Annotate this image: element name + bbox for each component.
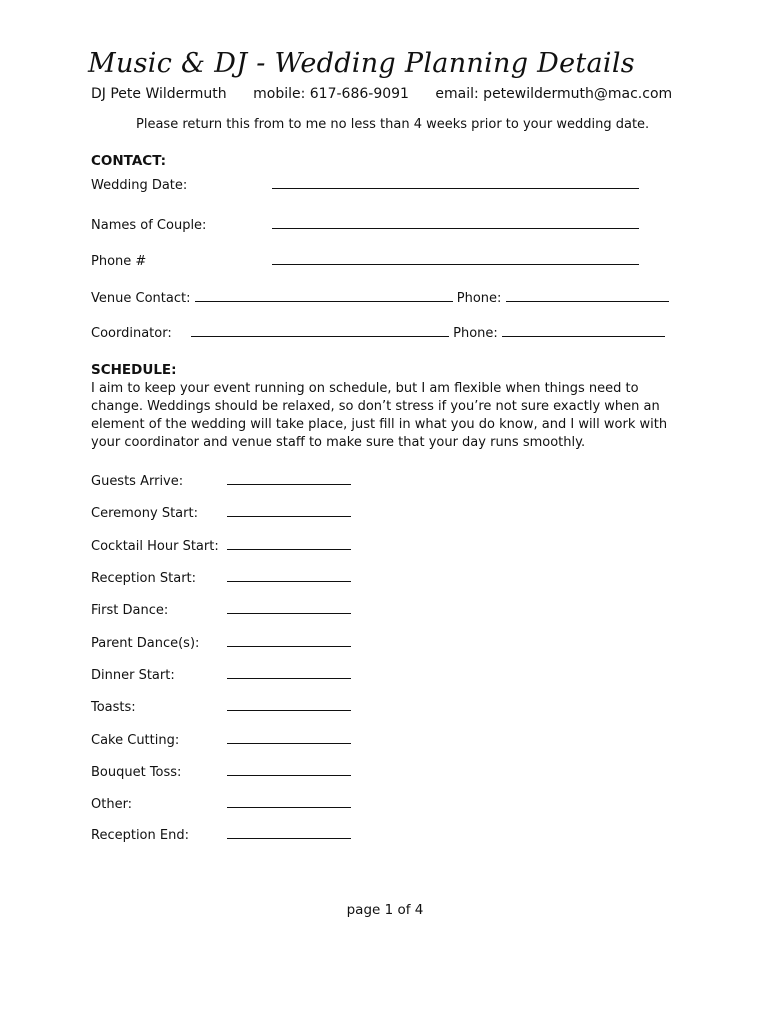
page-number: page 1 of 4 (346, 902, 424, 918)
contact-heading: CONTACT: (91, 153, 167, 169)
return-notice: Please return this from to me no less than 4 weeks prior to your wedding date. (136, 117, 650, 132)
phone-field[interactable] (272, 252, 639, 265)
schedule-item-label: Reception End: (91, 828, 189, 843)
coordinator-phone-field[interactable] (502, 324, 665, 337)
schedule-row (91, 472, 351, 489)
schedule-item-label: Dinner Start: (91, 668, 175, 683)
schedule-paragraph: I aim to keep your event running on schedule, but I am flexible when things need to change. Weddings should be relaxed, so don’t stress if you’re not sure exactly when an element of the wedding will take place, just fill in what you do know, and I will work with your coordinator and venue staff to make sure that your day runs smoothly. (91, 381, 668, 450)
schedule-time-field[interactable] (227, 504, 351, 517)
email-address: email: petewildermuth@mac.com (435, 86, 673, 102)
schedule-time-field[interactable] (227, 666, 351, 679)
schedule-row (91, 569, 351, 586)
schedule-item-label: Reception Start: (91, 571, 197, 586)
dj-name: DJ Pete Wildermuth (91, 86, 227, 102)
schedule-heading: SCHEDULE: (91, 362, 177, 378)
venue-contact-row (91, 289, 669, 306)
phone-label: Phone # (91, 254, 147, 269)
wedding-date-row (91, 176, 639, 193)
schedule-time-field[interactable] (227, 537, 351, 550)
schedule-row (91, 601, 351, 618)
schedule-item-label: Toasts: (91, 700, 136, 715)
schedule-item-label: Parent Dance(s): (91, 636, 200, 651)
contact-header (91, 86, 694, 102)
schedule-item-label: Cocktail Hour Start: (91, 539, 219, 554)
coordinator-phone-label: Phone: (453, 326, 498, 341)
schedule-row (91, 537, 351, 554)
coordinator-field[interactable] (191, 324, 449, 337)
schedule-item-label: Bouquet Toss: (91, 765, 182, 780)
schedule-time-field[interactable] (227, 601, 351, 614)
schedule-row (91, 698, 351, 715)
venue-contact-field[interactable] (195, 289, 453, 302)
schedule-row (91, 666, 351, 683)
schedule-time-field[interactable] (227, 731, 351, 744)
schedule-time-field[interactable] (227, 763, 351, 776)
schedule-item-label: Guests Arrive: (91, 474, 184, 489)
venue-contact-label: Venue Contact: (91, 291, 191, 306)
schedule-time-field[interactable] (227, 634, 351, 647)
schedule-item-label: Other: (91, 797, 133, 812)
coordinator-row (91, 324, 665, 341)
coordinator-label: Coordinator: (91, 326, 172, 341)
schedule-row (91, 795, 351, 812)
schedule-time-field[interactable] (227, 698, 351, 711)
names-of-couple-row (91, 216, 639, 233)
schedule-time-field[interactable] (227, 472, 351, 485)
wedding-date-field[interactable] (272, 176, 639, 189)
venue-phone-field[interactable] (506, 289, 669, 302)
schedule-time-field[interactable] (227, 795, 351, 808)
schedule-time-field[interactable] (227, 569, 351, 582)
schedule-item-label: Ceremony Start: (91, 506, 198, 521)
wedding-date-label: Wedding Date: (91, 178, 188, 193)
schedule-row (91, 731, 351, 748)
schedule-item-label: First Dance: (91, 603, 169, 618)
schedule-time-field[interactable] (227, 826, 351, 839)
schedule-row (91, 634, 351, 651)
names-of-couple-label: Names of Couple: (91, 218, 207, 233)
names-of-couple-field[interactable] (272, 216, 639, 229)
schedule-row (91, 504, 351, 521)
mobile-number: mobile: 617-686-9091 (253, 86, 409, 102)
schedule-row (91, 763, 351, 780)
page-title: Music & DJ - Wedding Planning Details (88, 48, 635, 79)
phone-row (91, 252, 639, 269)
venue-phone-label: Phone: (456, 291, 502, 306)
schedule-row (91, 826, 351, 843)
schedule-item-label: Cake Cutting: (91, 733, 180, 748)
